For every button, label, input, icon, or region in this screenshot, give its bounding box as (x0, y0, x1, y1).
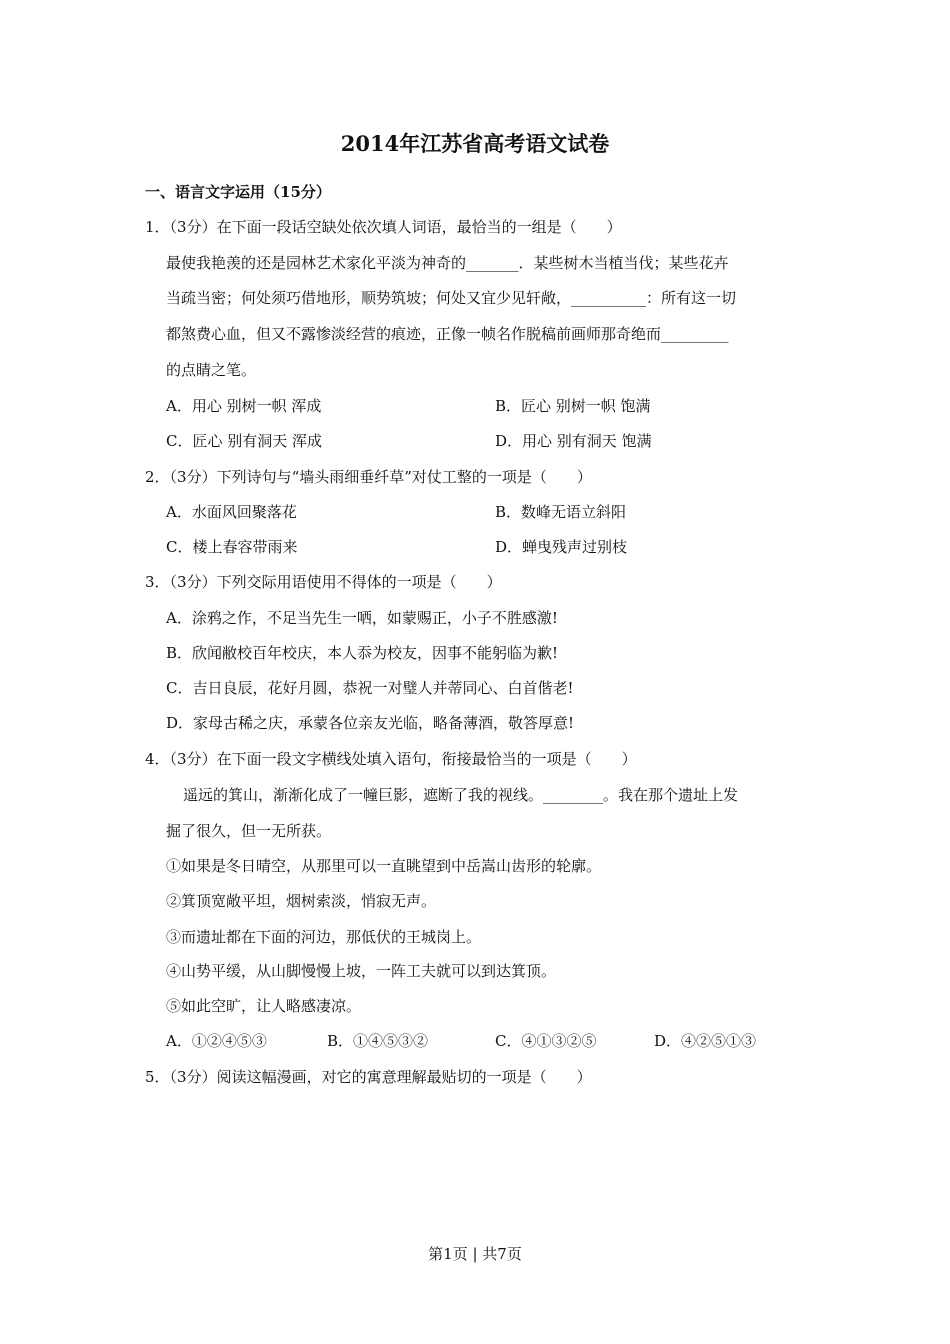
question-3-option-b: B．欣闻敝校百年校庆，本人忝为校友，因事不能躬临为歉! (166, 644, 559, 662)
question-1-option-b: B．匠心 别树一帜 饱满 (495, 397, 651, 415)
question-4-sentence: ①如果是冬日晴空，从那里可以一直眺望到中岳嵩山齿形的轮廓。 (166, 857, 602, 875)
question-1-passage: 都煞费心血，但又不露惨淡经营的痕迹，正像一帧名作脱稿前画师那奇绝而_________ (166, 325, 729, 343)
question-4-passage: 遥远的箕山，渐渐化成了一幢巨影，遮断了我的视线。________。我在那个遗址上发 (183, 786, 739, 804)
question-2-option-b: B．数峰无语立斜阳 (495, 503, 627, 521)
question-2-option-c: C．楼上春容带雨来 (166, 538, 298, 556)
question-2-stem: 2．（3分）下列诗句与“墙头雨细垂纤草”对仗工整的一项是（ ） (145, 468, 592, 486)
question-1-stem: 1．（3分）在下面一段话空缺处依次填人词语，最恰当的一组是（ ） (145, 218, 622, 236)
question-1-option-c: C．匠心 别有洞天 浑成 (166, 432, 323, 450)
page-footer: 第1页 | 共7页 (428, 1245, 522, 1263)
section-heading: 一、语言文字运用（15分） (145, 183, 331, 201)
question-4-option-a: A．①②④⑤③ (166, 1032, 267, 1050)
question-4-stem: 4．（3分）在下面一段文字横线处填入语句，衔接最恰当的一项是（ ） (145, 750, 637, 768)
question-4-sentence: ④山势平缓，从山脚慢慢上坡，一阵工夫就可以到达箕顶。 (166, 962, 557, 980)
document-title: 2014年江苏省高考语文试卷 (340, 131, 610, 156)
question-5-stem: 5．（3分）阅读这幅漫画，对它的寓意理解最贴切的一项是（ ） (145, 1068, 592, 1086)
question-4-sentence: ③而遗址都在下面的河边，那低伏的王城岗上。 (166, 928, 482, 946)
question-2-option-a: A．水面风回聚落花 (166, 503, 297, 521)
question-1-option-a: A．用心 别树一帜 浑成 (166, 397, 322, 415)
question-4-option-b: B．①④⑤③② (327, 1032, 429, 1050)
question-3-stem: 3．（3分）下列交际用语使用不得体的一项是（ ） (145, 573, 502, 591)
question-3-option-d: D．家母古稀之庆，承蒙各位亲友光临，略备薄酒，敬答厚意! (166, 714, 575, 732)
question-4-option-c: C．④①③②⑤ (495, 1032, 597, 1050)
question-1-option-d: D．用心 别有洞天 饱满 (495, 432, 652, 450)
question-4-sentence: ⑤如此空旷，让人略感凄凉。 (166, 997, 362, 1015)
question-4-sentence: ②箕顶宽敞平坦，烟树索淡，悄寂无声。 (166, 892, 437, 910)
question-1-passage: 的点睛之笔。 (166, 361, 257, 379)
question-3-option-c: C．吉日良辰，花好月圆，恭祝一对璧人并蒂同心、白首偕老! (166, 679, 574, 697)
question-4-passage: 掘了很久，但一无所获。 (166, 822, 332, 840)
question-1-passage: 当疏当密；何处须巧借地形，顺势筑坡；何处又宜少见轩敞，__________：所有这一切 (166, 289, 737, 307)
question-1-passage: 最使我艳羡的还是园林艺术家化平淡为神奇的_______．某些树木当植当伐；某些花卉 (166, 254, 729, 272)
question-2-option-d: D．蝉曳残声过别枝 (495, 538, 628, 556)
question-4-option-d: D．④②⑤①③ (654, 1032, 757, 1050)
question-3-option-a: A．涂鸦之作，不足当先生一哂，如蒙赐正，小子不胜感激! (166, 609, 558, 627)
